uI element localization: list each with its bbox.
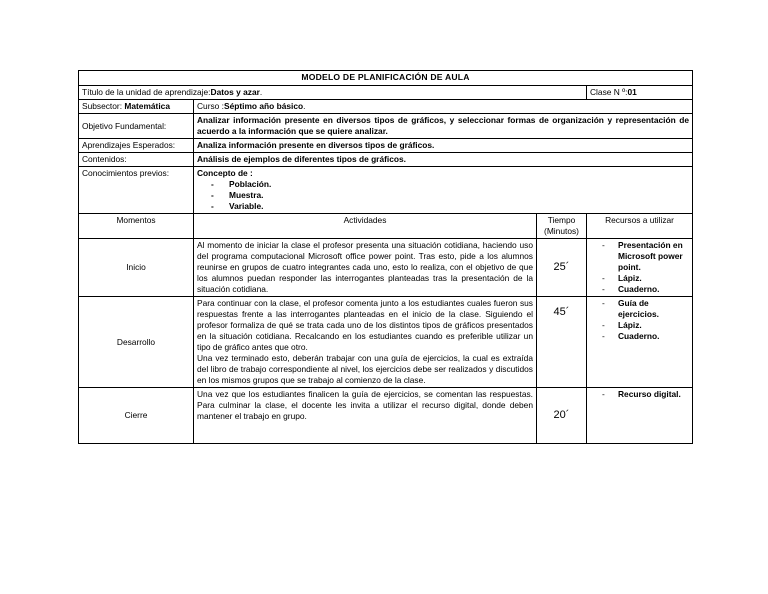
unidad-value: Datos y azar bbox=[210, 87, 260, 97]
clase-label: Clase N º: bbox=[590, 87, 628, 97]
header-recursos: Recursos a utilizar bbox=[587, 214, 693, 239]
planning-document bbox=[78, 70, 692, 495]
curso-suffix: . bbox=[303, 101, 306, 111]
actividad-cierre: Una vez que los estudiantes finalicen la guía de ejercicios, se comentan las respuestas. Para culminar la clase, el docente les invita a utilizar el recurso digital, donde deben mantener el trabajo en grupo. bbox=[194, 388, 537, 444]
aprendizajes-value: Analiza información presente en diversos tipos de gráficos. bbox=[194, 139, 693, 153]
unidad-cell bbox=[79, 86, 587, 100]
list-item: - Cuaderno. bbox=[602, 284, 689, 295]
recursos-list bbox=[590, 389, 689, 400]
tiempo-desarrollo: 45´ bbox=[537, 297, 587, 388]
actividad-desarrollo-p2: Una vez terminado esto, deberán trabajar con una guía de ejercicios, la cual es extraída del libro de trabajo correspondiente al nivel, los ejercicios debe ser realizados y discutidos en los mismos grupos que se trabajo al comienzo de la clase. bbox=[197, 353, 533, 385]
recursos-list bbox=[590, 298, 689, 342]
table-header-row bbox=[79, 214, 693, 239]
recursos-list bbox=[590, 240, 689, 295]
clase-value: 01 bbox=[627, 87, 637, 97]
table-row bbox=[79, 239, 693, 297]
aprendizajes-row bbox=[79, 139, 693, 153]
header-momentos: Momentos bbox=[79, 214, 194, 239]
actividad-desarrollo bbox=[194, 297, 537, 388]
contenidos-row bbox=[79, 153, 693, 167]
curso-value: Séptimo año básico bbox=[224, 101, 304, 111]
list-item: - Cuaderno. bbox=[602, 331, 689, 342]
recursos-inicio bbox=[587, 239, 693, 297]
table-row bbox=[79, 297, 693, 388]
conocimientos-list bbox=[197, 179, 689, 212]
list-item: - Lápiz. bbox=[602, 273, 689, 284]
clase-cell bbox=[587, 86, 693, 100]
momento-cierre: Cierre bbox=[79, 388, 194, 444]
contenidos-value: Análisis de ejemplos de diferentes tipos de gráficos. bbox=[194, 153, 693, 167]
actividad-desarrollo-p1: Para continuar con la clase, el profesor comenta junto a los estudiantes cuales fueron sus respuestas frente a las interrogantes planteadas en el inicio de la clase. Siguiendo el profesor formaliza de qué se trata cada uno de los distintos tipos de gráficos presentados en la situación cotidiana. Recalcando en los estudiantes cuando es preferible utilizar un tipo de gráfico antes que otro. bbox=[197, 298, 533, 352]
curso-cell bbox=[194, 100, 693, 114]
list-item: - Recurso digital. bbox=[602, 389, 689, 400]
curso-label: Curso : bbox=[197, 101, 224, 111]
list-item: - Muestra. bbox=[211, 190, 689, 201]
momento-inicio: Inicio bbox=[79, 239, 194, 297]
recursos-desarrollo bbox=[587, 297, 693, 388]
table-row bbox=[79, 388, 693, 444]
list-item: - Variable. bbox=[211, 201, 689, 212]
subsector-row bbox=[79, 100, 693, 114]
objetivo-value: Analizar información presente en diversos tipos de gráficos, y seleccionar formas de organización y representación de acuerdo a la información que se quiere analizar. bbox=[194, 114, 693, 139]
objetivo-label: Objetivo Fundamental: bbox=[79, 114, 194, 139]
title-row bbox=[79, 71, 693, 86]
subsector-cell bbox=[79, 100, 194, 114]
subsector-value: Matemática bbox=[124, 101, 170, 111]
subsector-label: Subsector: bbox=[82, 101, 123, 111]
recursos-cierre bbox=[587, 388, 693, 444]
tiempo-cierre: 20´ bbox=[537, 388, 587, 444]
conocimientos-row bbox=[79, 167, 693, 214]
aprendizajes-label: Aprendizajes Esperados: bbox=[79, 139, 194, 153]
document-title: MODELO DE PLANIFICACIÓN DE AULA bbox=[79, 71, 693, 86]
conocimientos-heading: Concepto de : bbox=[197, 168, 253, 178]
momento-desarrollo: Desarrollo bbox=[79, 297, 194, 388]
header-actividades: Actividades bbox=[194, 214, 537, 239]
unidad-row bbox=[79, 86, 693, 100]
planning-table bbox=[78, 70, 693, 444]
conocimientos-cell bbox=[194, 167, 693, 214]
objetivo-row bbox=[79, 114, 693, 139]
unidad-suffix: . bbox=[259, 87, 263, 97]
tiempo-inicio: 25´ bbox=[537, 239, 587, 297]
header-tiempo: Tiempo (Minutos) bbox=[537, 214, 587, 239]
list-item: - Lápiz. bbox=[602, 320, 689, 331]
contenidos-label: Contenidos: bbox=[79, 153, 194, 167]
list-item: - Presentación en Microsoft power point. bbox=[602, 240, 689, 273]
unidad-label: Título de la unidad de aprendizaje: bbox=[82, 87, 211, 97]
list-item: - Guía de ejercicios. bbox=[602, 298, 689, 320]
actividad-inicio: Al momento de iniciar la clase el profesor presenta una situación cotidiana, haciendo uso del programa computacional Microsoft office power point. Tras esto, pide a los alumnos reunirse en grupos de cuatro integrantes cada uno, esto lo realiza, con el objetivo de que los alumnos puedan responder las interrogantes planteadas tras la presentación de la situación cotidiana. bbox=[194, 239, 537, 297]
list-item: - Población. bbox=[211, 179, 689, 190]
conocimientos-label: Conocimientos previos: bbox=[79, 167, 194, 214]
